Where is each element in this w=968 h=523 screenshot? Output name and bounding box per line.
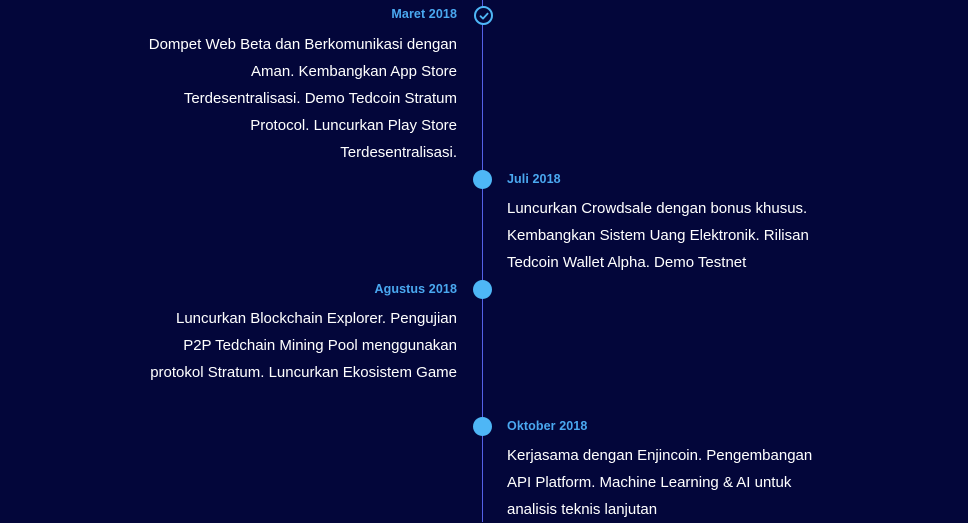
timeline-date: Maret 2018 <box>391 7 457 21</box>
check-icon <box>479 11 489 21</box>
timeline-description: Luncurkan Blockchain Explorer. Pengujian P2P Tedchain Mining Pool menggunakan protokol Stratum. Luncurkan Ekosistem Game <box>150 310 457 381</box>
timeline-dot-completed <box>474 6 493 25</box>
timeline-date: Oktober 2018 <box>507 419 588 433</box>
timeline-axis-line <box>482 0 483 522</box>
timeline-description: Luncurkan Crowdsale dengan bonus khusus. Kembangkan Sistem Uang Elektronik. Rilisan Tedcoin Wallet Alpha. Demo Testnet <box>507 200 809 271</box>
timeline-description: Dompet Web Beta dan Berkomunikasi dengan Aman. Kembangkan App Store Terdesentralisasi. Demo Tedcoin Stratum Protocol. Luncurkan Play Store Terdesentralisasi. <box>148 36 457 161</box>
timeline-description: Kerjasama dengan Enjincoin. Pengembangan API Platform. Machine Learning & AI untuk analisis teknis lanjutan <box>507 447 813 518</box>
timeline-dot <box>473 170 492 189</box>
timeline-date: Juli 2018 <box>507 172 561 186</box>
timeline-dot <box>473 280 492 299</box>
timeline-date: Agustus 2018 <box>374 282 457 296</box>
timeline-dot <box>473 417 492 436</box>
